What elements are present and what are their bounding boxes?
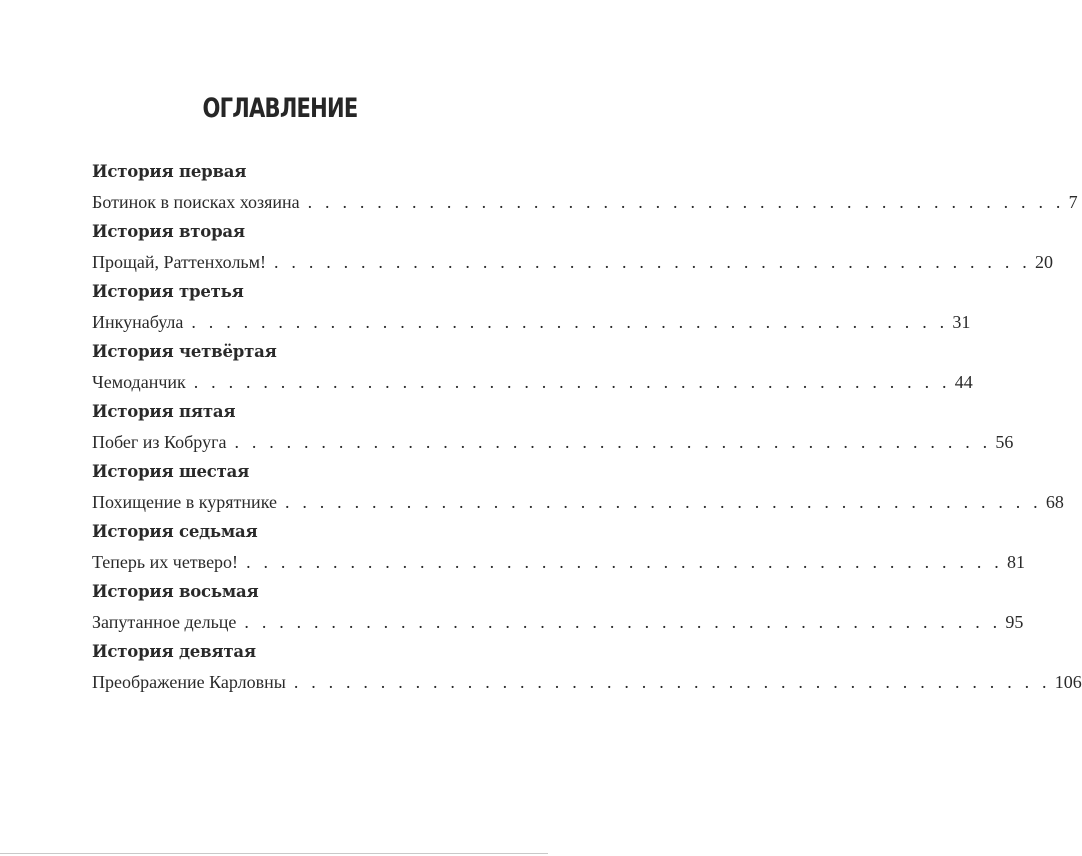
toc-entry[interactable] bbox=[92, 667, 1082, 697]
dot-leader: . . . . . . . . . . . . . . . . . . . . . . . . . . . . . . . . . . . . . . . . . . . . bbox=[234, 432, 992, 452]
toc-entry-page-number: 31 bbox=[952, 312, 971, 332]
story-heading: История девятая bbox=[92, 642, 256, 661]
toc-entry[interactable] bbox=[92, 427, 1014, 457]
dot-leader: . . . . . . . . . . . . . . . . . . . . . . . . . . . . . . . . . . . . . . . . . . . . bbox=[191, 312, 949, 332]
toc-entry-page-number: 106 bbox=[1054, 672, 1082, 692]
toc-entry[interactable] bbox=[92, 607, 1024, 637]
toc-entry[interactable] bbox=[92, 547, 1025, 577]
dot-leader: . . . . . . . . . . . . . . . . . . . . . . . . . . . . . . . . . . . . . . . . . . . . bbox=[193, 372, 951, 392]
story-heading: История восьмая bbox=[92, 582, 259, 601]
toc-entry-page-number: 68 bbox=[1045, 492, 1064, 512]
dot-leader: . . . . . . . . . . . . . . . . . . . . . . . . . . . . . . . . . . . . . . . . . . . . bbox=[293, 672, 1051, 692]
toc-entry[interactable] bbox=[92, 247, 1053, 277]
toc-entry-title: Преображение Карловны bbox=[92, 672, 286, 692]
story-heading: История шестая bbox=[92, 462, 250, 481]
story-heading: История вторая bbox=[92, 222, 245, 241]
toc-entry-page-number: 7 bbox=[1068, 192, 1078, 212]
story-heading: История пятая bbox=[92, 402, 236, 421]
toc-entry-title: Похищение в курятнике bbox=[92, 492, 277, 512]
story-heading: История первая bbox=[92, 162, 247, 181]
story-heading: История третья bbox=[92, 282, 244, 301]
toc-entry[interactable] bbox=[92, 187, 1078, 217]
toc-entry-page-number: 44 bbox=[954, 372, 973, 392]
toc-entry-page-number: 81 bbox=[1006, 552, 1025, 572]
dot-leader: . . . . . . . . . . . . . . . . . . . . . . . . . . . . . . . . . . . . . . . . . . . . bbox=[274, 252, 1031, 272]
table-of-contents bbox=[92, 157, 1082, 697]
story-heading: История седьмая bbox=[92, 522, 258, 541]
toc-entry-title: Инкунабула bbox=[92, 312, 184, 332]
dot-leader: . . . . . . . . . . . . . . . . . . . . . . . . . . . . . . . . . . . . . . . . . . . . bbox=[244, 612, 1002, 632]
toc-entry-page-number: 95 bbox=[1005, 612, 1024, 632]
toc-entry-page-number: 20 bbox=[1034, 252, 1053, 272]
toc-entry[interactable] bbox=[92, 487, 1064, 517]
dot-leader: . . . . . . . . . . . . . . . . . . . . . . . . . . . . . . . . . . . . . . . . . . . . bbox=[284, 492, 1042, 512]
toc-entry[interactable] bbox=[92, 307, 971, 337]
page-edge-divider bbox=[0, 853, 548, 854]
toc-entry-title: Ботинок в поисках хозяина bbox=[92, 192, 300, 212]
page-title: ОГЛАВЛЕНИЕ bbox=[202, 93, 358, 124]
toc-entry-title: Побег из Кобруга bbox=[92, 432, 227, 452]
dot-leader: . . . . . . . . . . . . . . . . . . . . . . . . . . . . . . . . . . . . . . . . . . . . bbox=[246, 552, 1003, 572]
toc-entry-title: Запутанное дельце bbox=[92, 612, 237, 632]
toc-entry-page-number: 56 bbox=[995, 432, 1014, 452]
toc-entry-title: Чемоданчик bbox=[92, 372, 186, 392]
toc-entry-title: Теперь их четверо! bbox=[92, 552, 239, 572]
toc-entry-title: Прощай, Раттенхольм! bbox=[92, 252, 267, 272]
toc-entry[interactable] bbox=[92, 367, 973, 397]
story-heading: История четвёртая bbox=[92, 342, 277, 361]
dot-leader: . . . . . . . . . . . . . . . . . . . . . . . . . . . . . . . . . . . . . . . . . . . . bbox=[307, 192, 1065, 212]
